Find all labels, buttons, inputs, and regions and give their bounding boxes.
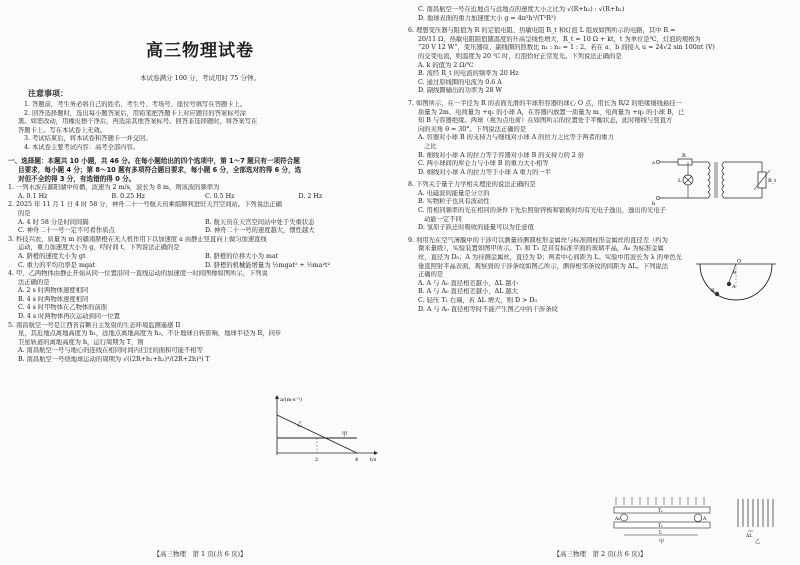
- option: A. 脐橙的速度大小为 gt: [18, 252, 86, 260]
- tick-label: 4: [355, 457, 359, 463]
- axis-label-x: t/s: [370, 457, 377, 463]
- option: B. 0.25 Hz: [111, 192, 145, 200]
- q4-at-graph: [262, 393, 382, 463]
- question-9-cont: 正确的是: [418, 271, 444, 279]
- section-heading: 一、选择题：本题共 10 小题，共 46 分。在每小题给出的四个选项中，第 1～7 题只有一项符合题: [8, 156, 300, 165]
- option: A. 4 时 58 分是时间间隔: [18, 218, 89, 226]
- notice-title: 注意事项：: [28, 89, 68, 98]
- question-6: 6. 理想变压器与阻值为 R 的定值电阻、热敏电阻 R_t 和灯泡 L 组成如图所示的电路，其中 R =: [408, 27, 676, 35]
- page-2: [400, 0, 800, 565]
- option: B. 脐橙的位移大小为 mat: [205, 252, 279, 260]
- question-9-cont: 垂直照射平晶表面，观察到的干涉条纹如图乙所示，测得相邻条纹的间距为 ΔL。下列说法: [418, 262, 669, 270]
- figure-yi-label: 乙: [755, 539, 761, 545]
- q3-options: [8, 253, 392, 262]
- option: A. 2 s 时两物体速度相同: [18, 287, 89, 295]
- option: A. 容器对小球 B 的支持力与细线对小球 A 的拉力之比等于两者的重力: [418, 134, 614, 142]
- option: B. 4 s 时两物体速度相同: [18, 295, 89, 303]
- terminal-a-label: a: [652, 160, 655, 166]
- question-6-cont: “20 V 12 W”，变压器原、副线圈的匝数比 n₁ : n₂ = 1 : 2。若在 a、b 间接入 u = 24√2 sin 100πt (V): [418, 44, 715, 52]
- spacing-dl-label: ΔL: [746, 534, 753, 539]
- question-9: 9. 利用光在空气薄膜中的干涉可以测量待测圆柱形金属丝与标准圆柱形金属丝的直径差（约为: [408, 236, 668, 244]
- question-3-cont: 运动，重力加速度大小为 g，经时间 t，下列说法正确的是: [18, 244, 180, 252]
- question-5: 5. 南昌航空一号是江西省首颗自主发射的生态环境监测遥感 II: [8, 321, 181, 329]
- question-1: 1. 一列水波在鄱阳湖中传播，波速为 2 m/s，波长为 8 m，则该波的频率为: [8, 184, 220, 192]
- notice-line: 1. 答题前，考生务必将自己的姓名、考生号、考场号、座位号填写在答题卡上。: [24, 101, 247, 108]
- question-6-cont: 的交变电流，则温度为 20 ℃ 时，灯泡恰好正常发光。下列说法正确的是: [418, 52, 622, 60]
- series-label-yi: 乙: [297, 422, 303, 428]
- option: D. A 与 A₀ 直径相等时不能产生图乙中的干涉条纹: [418, 305, 558, 313]
- q7-hemisphere-diagram: [692, 258, 780, 314]
- thermistor-label: R_t: [768, 178, 777, 184]
- option: D. 神舟二十一号的速度越大，惯性越大: [205, 227, 315, 235]
- option: D. 地球表面的重力加速度大小 g = 4π²h³/(T²R²): [418, 14, 556, 22]
- question-8: 8. 下列关于量子力学相关理论的说法正确的是: [408, 181, 536, 189]
- plate-t1-label: T₁: [658, 509, 663, 514]
- figure-jia-label: 甲: [659, 539, 665, 545]
- option: D. 2 Hz: [298, 192, 323, 200]
- option: A. 电磁波的能量是分立的: [418, 189, 490, 197]
- option: C. 神舟二十一号一定不可看作质点: [18, 227, 115, 235]
- question-7-cont: 知 B 与容器绝缘。两球（视为点电荷）在如图所示的位置处于平衡状态，此时细线与竖直方: [418, 117, 673, 125]
- q3-options: [8, 262, 392, 271]
- option: C. 南昌航空一号在近地点与远地点的速度大小之比为 √(R+h₂) : √(R+h₁): [418, 6, 625, 13]
- q1-options: [8, 193, 392, 202]
- option: D. 氢原子跃迁时吸收的能量可以为任意值: [418, 224, 534, 232]
- option: D. 4 s 时两物体再次运动到同一位置: [18, 313, 120, 321]
- section-heading: 对但不全的得 3 分，有选错的得 0 分。: [18, 174, 136, 183]
- terminal-b-label: b: [652, 201, 656, 207]
- question-9-cont: 丝，直径为 D₀；A 为待测金属丝，直径为 D；两者中心间距为 L。实验中用波长为 λ 的单色光: [418, 254, 683, 262]
- notice-line: 黑。如需改动，用橡皮擦干净后，再选涂其他答案标号。回答非选择题时，将答案写在: [18, 118, 258, 126]
- question-9-cont: 微米量级），实验装置如图甲所示。T₁ 和 T₂ 是具有标准平面的玻璃平晶，A₀ 为标准金属: [418, 245, 664, 253]
- angle-theta-label: θ: [733, 271, 736, 276]
- option: C. 轻压 T₁ 右端，若 ΔL 增大，则 D > D₀: [418, 297, 537, 304]
- notice-line: 答题卡上。写在本试卷上无效。: [18, 126, 107, 134]
- option: B. 南昌航空一号绕地球运动的周期为 √((2R+h₁+h₂)³/(2R+2h)³) T: [18, 356, 210, 364]
- option-cont: 动能一定不同: [424, 215, 462, 223]
- lamp-label: L: [678, 178, 682, 184]
- option: C. 4 s 时甲物体在乙物体的前面: [18, 304, 108, 312]
- option: C. 0.5 Hz: [205, 192, 235, 200]
- question-2-cont: 的是: [18, 209, 31, 217]
- option: A. k 的值为 2 Ω/℃: [418, 61, 474, 69]
- option: B. 实物粒子也具有波动性: [418, 198, 490, 206]
- center-o-label: O: [737, 258, 742, 265]
- option: D. 副线圈输出的功率为 28 W: [418, 87, 502, 95]
- question-7-cont: 向的夹角 θ = 30°。下列说法正确的是: [418, 125, 527, 133]
- question-4: 4. 甲、乙两物体由静止开始从同一位置沿同一直线运动的加速度一时间图像如图所示，下列说: [8, 270, 268, 278]
- resistor-label: R: [682, 153, 686, 159]
- option: C. 用相同频率的光在相同的条件下先后照射锌板和银板时均有光电子逸出，逸出的光电子: [418, 207, 666, 215]
- option-cont: 之比: [424, 142, 437, 150]
- question-2: 2. 2025 年 11 月 1 日 4 时 58 分，神舟二十一号航天员乘组顺利进驻天宫空间站。下列说法正确: [8, 201, 282, 209]
- ball-a-label: A: [732, 284, 736, 290]
- option: C. 重力的平均功率是 mgat: [18, 261, 96, 269]
- q9-interference-diagram: [610, 495, 790, 545]
- ball-b-label: B: [711, 288, 715, 294]
- option: B. A 与 A₀ 直径相差越小，ΔL 越大: [418, 288, 518, 296]
- exam-title: 高三物理试卷: [146, 41, 254, 61]
- question-6-cont: 20/11 Ω，热敏电阻阻值随温度的升高呈线性增大，R_t = 10 Ω + kt，t 为单位是℃，灯泡的规格为: [418, 35, 701, 43]
- option: D. 脐橙的机械能增量为 ½mgat² + ½ma²t²: [205, 261, 331, 269]
- option: B. 细线对小球 A 的拉力等于容器对小球 B 的支持力的 2 倍: [418, 151, 585, 159]
- series-label-jia: 甲: [342, 432, 348, 438]
- plate-t2-label: T₂: [658, 524, 663, 529]
- option: C. 通过原线圈的电流为 0.6 A: [418, 78, 502, 86]
- question-7-cont: 质量为 2m、电荷量为 +q₁ 的小球 A，在容器内放置一质量为 m、电荷量为 +q₂ 的小球 B，已: [418, 108, 685, 116]
- wire-a0-label: A₀: [615, 517, 621, 522]
- option: B. 航天员在天宫空间站中处于失重状态: [205, 218, 315, 226]
- notice-line: 2. 回答选择题时，选出每小题答案后，用铅笔把答题卡上对应题目的答案标号涂: [24, 109, 247, 117]
- distance-l-label: L: [659, 530, 662, 536]
- question-7: 7. 如图所示，在一半径为 R 的表面光滑的半球形容器的球心 O 点，用长为 R/2 的绝缘细线悬挂一: [408, 99, 682, 107]
- option: A. 0.1 Hz: [18, 192, 48, 200]
- question-4-cont: 法正确的是: [18, 278, 50, 286]
- option: C. 两小球间的库仑力与小球 B 的重力大小相等: [418, 160, 549, 168]
- option: B. 流经 R_t 的电流的频率为 20 Hz: [418, 70, 519, 78]
- option: A. 南昌航空一号与地心的连线在相同时间内扫过的面积可能不相等: [18, 347, 203, 355]
- q6-circuit-diagram: [650, 150, 780, 212]
- option: D. 细线对小球 A 的拉力等于小球 A 重力的一半: [418, 168, 551, 176]
- notice-line: 4. 本试卷主要考试内容：高考全部内容。: [24, 143, 140, 151]
- question-5-cont: 星，其近地点离地高度为 h₁，远地点离地高度为 h₂。不计地球自转影响，地球半径为 R，同步: [18, 330, 282, 338]
- page-footer-left: 【高三物理 第 1 页(共 6 页)】: [153, 550, 247, 558]
- q2-options: [8, 219, 392, 228]
- question-3: 3. 科技兴农，质量为 m 的赣南脐橙在无人机作用下以加速度 a 由静止竖直向上做匀加速直线: [8, 235, 267, 243]
- tick-label: 2: [315, 457, 319, 463]
- question-5-cont: 卫星轨道的离地高度为 h，运行周期为 T，则: [18, 338, 144, 346]
- page-footer-right: 【高三物理 第 2 页(共 6 页)】: [553, 550, 647, 558]
- notice-line: 3. 考试结束后，将本试卷和答题卡一并交回。: [24, 135, 152, 143]
- score-note: 本试卷满分 100 分，考试用时 75 分钟。: [140, 74, 260, 82]
- section-heading: 目要求，每小题 4 分；第 8～10 题有多项符合题目要求，每小题 6 分，全部选对的得 6 分，选: [18, 165, 302, 174]
- option: A. A 与 A₀ 直径相差越小，ΔL 越小: [418, 279, 518, 287]
- q2-options: [8, 227, 392, 236]
- axis-label-y: a/(m·s⁻²): [280, 397, 303, 403]
- wire-a-label: A: [703, 517, 707, 522]
